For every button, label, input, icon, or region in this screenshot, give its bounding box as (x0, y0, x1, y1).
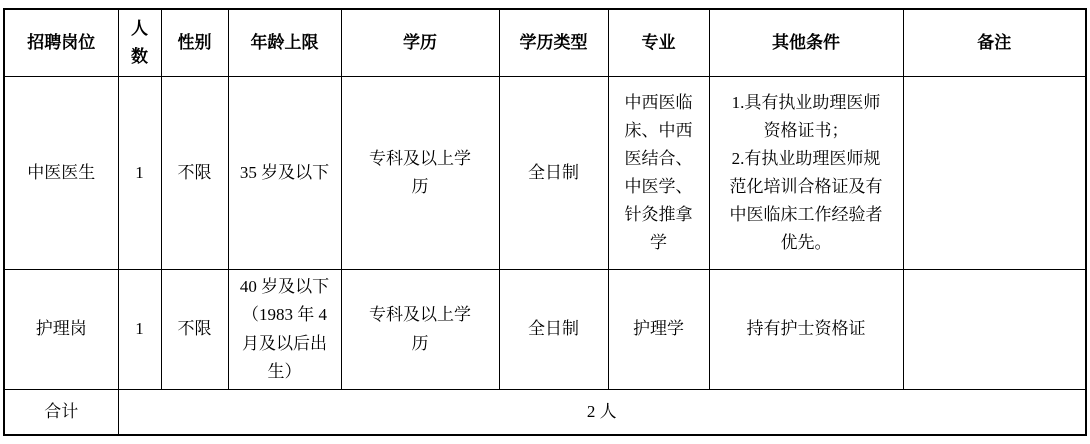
cell-gender: 不限 (161, 270, 228, 390)
header-cell-education: 学历 (341, 9, 499, 77)
recruitment-table (3, 8, 1087, 436)
header-cell-gender: 性别 (161, 9, 228, 77)
condition-item: 持有护士资格证 (746, 319, 866, 339)
cell-education-type: 全日制 (499, 77, 608, 270)
cell-major: 中西医临床、中西医结合、中医学、针灸推拿学 (608, 77, 709, 270)
table-row-nursing (4, 270, 1086, 390)
header-cell-major: 专业 (608, 9, 709, 77)
cell-remarks (903, 270, 1086, 390)
cell-position: 中医医生 (4, 77, 118, 270)
cell-age-limit: 40 岁及以下（1983 年 4 月及以后出生） (228, 270, 341, 390)
header-cell-position: 招聘岗位 (4, 9, 118, 77)
total-value-cell: 2 人 (118, 390, 1086, 436)
cell-position: 护理岗 (4, 270, 118, 390)
cell-age-limit: 35 岁及以下 (228, 77, 341, 270)
cell-education: 专科及以上学历 (341, 270, 499, 390)
cell-remarks (903, 77, 1086, 270)
cell-count: 1 (118, 77, 161, 270)
header-cell-remarks: 备注 (903, 9, 1086, 77)
cell-major: 护理学 (608, 270, 709, 390)
cell-education: 专科及以上学历 (341, 77, 499, 270)
header-row (4, 9, 1086, 77)
condition-item: 1.具有执业助理医师资格证书； (731, 92, 881, 140)
cell-other-conditions (709, 270, 903, 390)
header-cell-other-conditions: 其他条件 (709, 9, 903, 77)
cell-count: 1 (118, 270, 161, 390)
recruitment-table-sheet (3, 8, 1087, 436)
header-cell-education-type: 学历类型 (499, 9, 608, 77)
table-row-tcm-doctor (4, 77, 1086, 270)
cell-education-type: 全日制 (499, 270, 608, 390)
header-cell-count: 人数 (118, 9, 161, 77)
cell-gender: 不限 (161, 77, 228, 270)
total-label-cell: 合计 (4, 390, 118, 436)
cell-other-conditions (709, 77, 903, 270)
header-cell-age-limit: 年龄上限 (228, 9, 341, 77)
table-row-total (4, 390, 1086, 436)
condition-item: 2.有执业助理医师规范化培训合格证及有中医临床工作经验者优先。 (729, 148, 883, 253)
